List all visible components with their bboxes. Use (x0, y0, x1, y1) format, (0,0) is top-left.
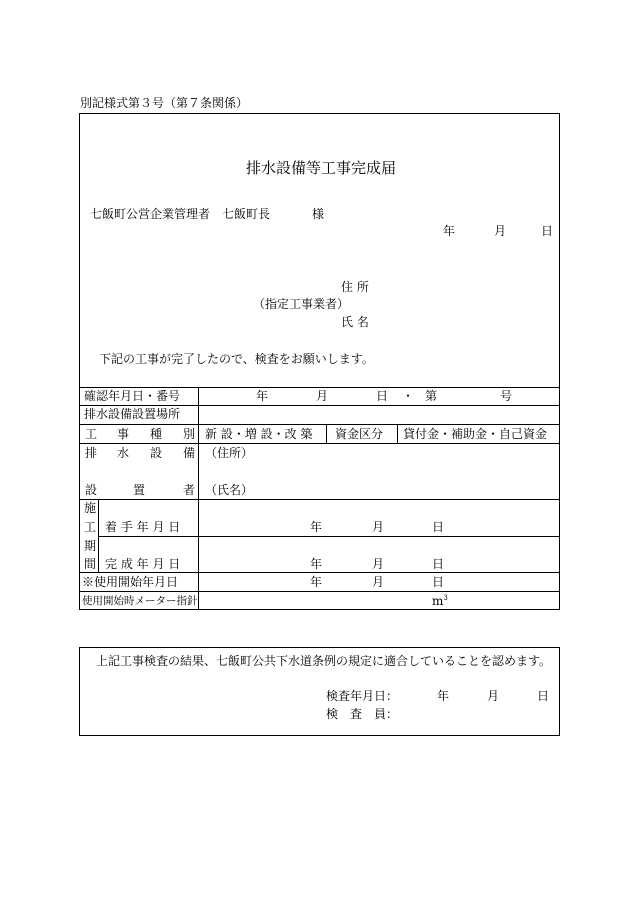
applicant-name-label: 氏 名 (341, 315, 369, 329)
submission-month: 月 (494, 224, 507, 238)
end-year: 年 (310, 557, 323, 571)
fund-label: 資金区分 (335, 427, 384, 441)
work-type-char: 種 (150, 427, 163, 441)
table-line (79, 499, 560, 500)
table-line (79, 591, 560, 592)
period-char: 工 (84, 520, 97, 534)
inspection-date-label: 検査年月日： (326, 689, 399, 703)
use-start-day: 日 (432, 575, 445, 589)
table-line (397, 424, 398, 443)
meter-unit: $m^3$ (432, 594, 448, 608)
installer-char: 者 (183, 483, 196, 497)
confirm-day: 日 (376, 389, 389, 403)
confirm-dot: ・ (402, 389, 415, 403)
work-type-char: 事 (117, 427, 130, 441)
table-line (79, 387, 560, 388)
inspection-result-text: 上記工事検査の結果、七飯町公共下水道条例の規定に適合していることを認めます。 (96, 654, 552, 668)
use-start-label: ※使用開始年月日 (82, 575, 179, 589)
start-day: 日 (432, 520, 445, 534)
submission-year: 年 (443, 224, 456, 238)
end-day: 日 (432, 557, 445, 571)
contractor-label: （指定工事業者） (253, 297, 350, 311)
installer-char: 置 (133, 483, 146, 497)
work-types: 新 設・増 設・改 築 (205, 427, 313, 441)
fund-types: 貸付金・補助金・自己資金 (403, 427, 548, 441)
period-char: 施 (84, 501, 97, 515)
table-line (79, 424, 560, 425)
inspection-year: 年 (437, 689, 450, 703)
period-char: 間 (84, 557, 97, 571)
table-line (98, 499, 99, 572)
work-type-char: 別 (183, 427, 196, 441)
start-month: 月 (372, 520, 385, 534)
period-char: 期 (84, 539, 97, 553)
confirm-month: 月 (316, 389, 329, 403)
table-line (326, 424, 327, 443)
use-start-month: 月 (372, 575, 385, 589)
installer-char: 水 (117, 446, 130, 460)
use-start-year: 年 (310, 575, 323, 589)
end-label: 完 成 年 月 日 (105, 557, 181, 571)
confirm-year: 年 (256, 389, 269, 403)
table-line (79, 572, 560, 573)
table-line (98, 536, 560, 537)
confirm-label: 確認年月日・番号 (84, 389, 181, 403)
table-line (198, 387, 199, 610)
form-title: 排水設備等工事完成届 (246, 159, 397, 177)
installer-char: 設 (150, 446, 163, 460)
request-text: 下記の工事が完了したので、検査をお願いします。 (99, 352, 374, 366)
meter-label: 使用開始時メーター指針 (82, 595, 198, 607)
end-month: 月 (372, 557, 385, 571)
installer-char: 排 (85, 446, 98, 460)
installer-char: 設 (85, 483, 98, 497)
start-year: 年 (310, 520, 323, 534)
start-label: 着 手 年 月 日 (105, 520, 181, 534)
confirm-go: 号 (500, 389, 513, 403)
submission-day: 日 (541, 224, 554, 238)
addressee: 七飯町公営企業管理者 七飯町長 (90, 207, 271, 221)
work-type-char: 工 (85, 427, 98, 441)
inspection-day: 日 (537, 689, 550, 703)
location-label: 排水設備設置場所 (84, 407, 181, 421)
inspector-label: 検 査 員： (326, 707, 399, 721)
table-line (79, 405, 560, 406)
confirm-no: 第 (425, 389, 438, 403)
applicant-address-label: 住 所 (341, 280, 369, 294)
installer-address: （住所） (205, 446, 254, 460)
inspection-month: 月 (487, 689, 500, 703)
form-label: 別記様式第３号（第７条関係） (80, 96, 249, 110)
installer-char: 備 (183, 446, 196, 460)
honorific: 様 (312, 207, 325, 221)
table-line (79, 443, 560, 444)
installer-name: （氏名） (205, 483, 254, 497)
